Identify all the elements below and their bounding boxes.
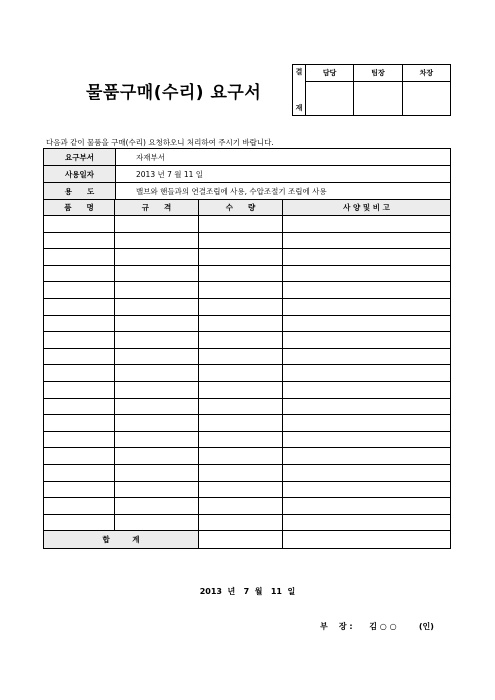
approval-role-deputy-manager: 차장 xyxy=(402,65,450,82)
spec-cell[interactable] xyxy=(115,315,199,332)
request-date: 2013 년 7 월 11 일 xyxy=(199,587,296,596)
item-name-cell[interactable] xyxy=(44,448,115,465)
item-name-cell[interactable] xyxy=(44,348,115,365)
remarks-cell[interactable] xyxy=(283,365,451,382)
spec-cell[interactable] xyxy=(115,282,199,299)
item-name-cell[interactable] xyxy=(44,315,115,332)
table-row xyxy=(44,481,451,498)
table-row xyxy=(44,448,451,465)
request-info-table xyxy=(43,148,451,200)
table-row xyxy=(44,415,451,432)
remarks-cell[interactable] xyxy=(283,415,451,432)
spec-cell[interactable] xyxy=(115,365,199,382)
purpose-label: 용 도 xyxy=(44,183,116,200)
remarks-cell[interactable] xyxy=(283,464,451,481)
quantity-cell[interactable] xyxy=(199,365,283,382)
quantity-cell[interactable] xyxy=(199,415,283,432)
spec-cell[interactable] xyxy=(115,249,199,266)
table-row xyxy=(44,348,451,365)
item-name-cell[interactable] xyxy=(44,216,115,233)
department-value[interactable]: 자재부서 xyxy=(116,149,451,166)
quantity-cell[interactable] xyxy=(199,448,283,465)
item-name-cell[interactable] xyxy=(44,431,115,448)
page-title: 물품구매(수리) 요구서 xyxy=(86,83,262,103)
table-row xyxy=(44,498,451,515)
table-row xyxy=(44,265,451,282)
approval-role-team-leader: 팀장 xyxy=(354,65,402,82)
item-name-cell[interactable] xyxy=(44,332,115,349)
quantity-cell[interactable] xyxy=(199,282,283,299)
remarks-cell[interactable] xyxy=(283,265,451,282)
items-table xyxy=(43,199,451,549)
remarks-cell[interactable] xyxy=(283,332,451,349)
quantity-cell[interactable] xyxy=(199,315,283,332)
item-name-cell[interactable] xyxy=(44,481,115,498)
item-name-cell[interactable] xyxy=(44,265,115,282)
use-date-value[interactable]: 2013 년 7 월 11 일 xyxy=(116,166,451,183)
quantity-cell[interactable] xyxy=(199,216,283,233)
table-row xyxy=(44,398,451,415)
quantity-cell[interactable] xyxy=(199,265,283,282)
remarks-cell[interactable] xyxy=(283,481,451,498)
table-row xyxy=(44,249,451,266)
remarks-cell[interactable] xyxy=(283,282,451,299)
spec-cell[interactable] xyxy=(115,514,199,531)
item-name-cell[interactable] xyxy=(44,514,115,531)
remarks-cell[interactable] xyxy=(283,315,451,332)
total-remarks-cell[interactable] xyxy=(283,531,451,549)
approval-box xyxy=(292,64,451,116)
approval-side-label xyxy=(293,65,306,116)
approval-role-staff: 담당 xyxy=(306,65,354,82)
remarks-cell[interactable] xyxy=(283,348,451,365)
table-row xyxy=(44,431,451,448)
remarks-cell[interactable] xyxy=(283,381,451,398)
quantity-cell[interactable] xyxy=(199,232,283,249)
spec-cell[interactable] xyxy=(115,415,199,432)
column-header-quantity: 수 량 xyxy=(199,200,283,216)
quantity-cell[interactable] xyxy=(199,298,283,315)
table-row xyxy=(44,298,451,315)
approval-sign-deputy-manager[interactable] xyxy=(402,82,450,116)
column-header-spec: 규 격 xyxy=(115,200,199,216)
item-name-cell[interactable] xyxy=(44,415,115,432)
spec-cell[interactable] xyxy=(115,348,199,365)
table-row xyxy=(44,514,451,531)
spec-cell[interactable] xyxy=(115,481,199,498)
item-name-cell[interactable] xyxy=(44,282,115,299)
spec-cell[interactable] xyxy=(115,464,199,481)
quantity-cell[interactable] xyxy=(199,498,283,515)
spec-cell[interactable] xyxy=(115,398,199,415)
remarks-cell[interactable] xyxy=(283,216,451,233)
item-name-cell[interactable] xyxy=(44,232,115,249)
spec-cell[interactable] xyxy=(115,431,199,448)
item-name-cell[interactable] xyxy=(44,298,115,315)
remarks-cell[interactable] xyxy=(283,232,451,249)
approval-side-bottom: 재 xyxy=(295,104,303,112)
table-row xyxy=(44,365,451,382)
approval-sign-team-leader[interactable] xyxy=(354,82,402,116)
total-row xyxy=(44,531,451,549)
quantity-cell[interactable] xyxy=(199,464,283,481)
use-date-label: 사용일자 xyxy=(44,166,116,183)
quantity-cell[interactable] xyxy=(199,514,283,531)
table-row xyxy=(44,381,451,398)
table-row xyxy=(44,315,451,332)
quantity-cell[interactable] xyxy=(199,332,283,349)
remarks-cell[interactable] xyxy=(283,298,451,315)
column-header-item-name: 품 명 xyxy=(44,200,115,216)
table-row xyxy=(44,282,451,299)
quantity-cell[interactable] xyxy=(199,249,283,266)
table-row xyxy=(44,216,451,233)
remarks-cell[interactable] xyxy=(283,431,451,448)
department-label: 요구부서 xyxy=(44,149,116,166)
table-row xyxy=(44,332,451,349)
intro-text: 다음과 같이 물품을 구매(수리) 요청하오니 처리하여 주시기 바랍니다. xyxy=(46,138,274,147)
item-name-cell[interactable] xyxy=(44,498,115,515)
quantity-cell[interactable] xyxy=(199,381,283,398)
purpose-value[interactable]: 밸브와 핸들과의 연결조립에 사용, 수압조절기 조립에 사용 xyxy=(116,183,451,200)
quantity-cell[interactable] xyxy=(199,481,283,498)
remarks-cell[interactable] xyxy=(283,498,451,515)
column-header-remarks: 사 양 및 비 고 xyxy=(283,200,451,216)
quantity-cell[interactable] xyxy=(199,398,283,415)
approval-side-top: 결 xyxy=(295,68,303,76)
table-row xyxy=(44,464,451,481)
quantity-cell[interactable] xyxy=(199,431,283,448)
approval-sign-staff[interactable] xyxy=(306,82,354,116)
spec-cell[interactable] xyxy=(115,498,199,515)
spec-cell[interactable] xyxy=(115,216,199,233)
item-name-cell[interactable] xyxy=(44,365,115,382)
spec-cell[interactable] xyxy=(115,381,199,398)
manager-signature-line: 부 장 : 김 ○ ○ (인) xyxy=(320,622,434,631)
item-name-cell[interactable] xyxy=(44,249,115,266)
remarks-cell[interactable] xyxy=(283,448,451,465)
spec-cell[interactable] xyxy=(115,332,199,349)
item-name-cell[interactable] xyxy=(44,381,115,398)
item-name-cell[interactable] xyxy=(44,464,115,481)
table-row xyxy=(44,232,451,249)
spec-cell[interactable] xyxy=(115,298,199,315)
quantity-cell[interactable] xyxy=(199,348,283,365)
spec-cell[interactable] xyxy=(115,232,199,249)
spec-cell[interactable] xyxy=(115,448,199,465)
total-label: 합 계 xyxy=(44,531,199,549)
remarks-cell[interactable] xyxy=(283,249,451,266)
remarks-cell[interactable] xyxy=(283,398,451,415)
total-quantity-cell[interactable] xyxy=(199,531,283,549)
item-name-cell[interactable] xyxy=(44,398,115,415)
spec-cell[interactable] xyxy=(115,265,199,282)
remarks-cell[interactable] xyxy=(283,514,451,531)
